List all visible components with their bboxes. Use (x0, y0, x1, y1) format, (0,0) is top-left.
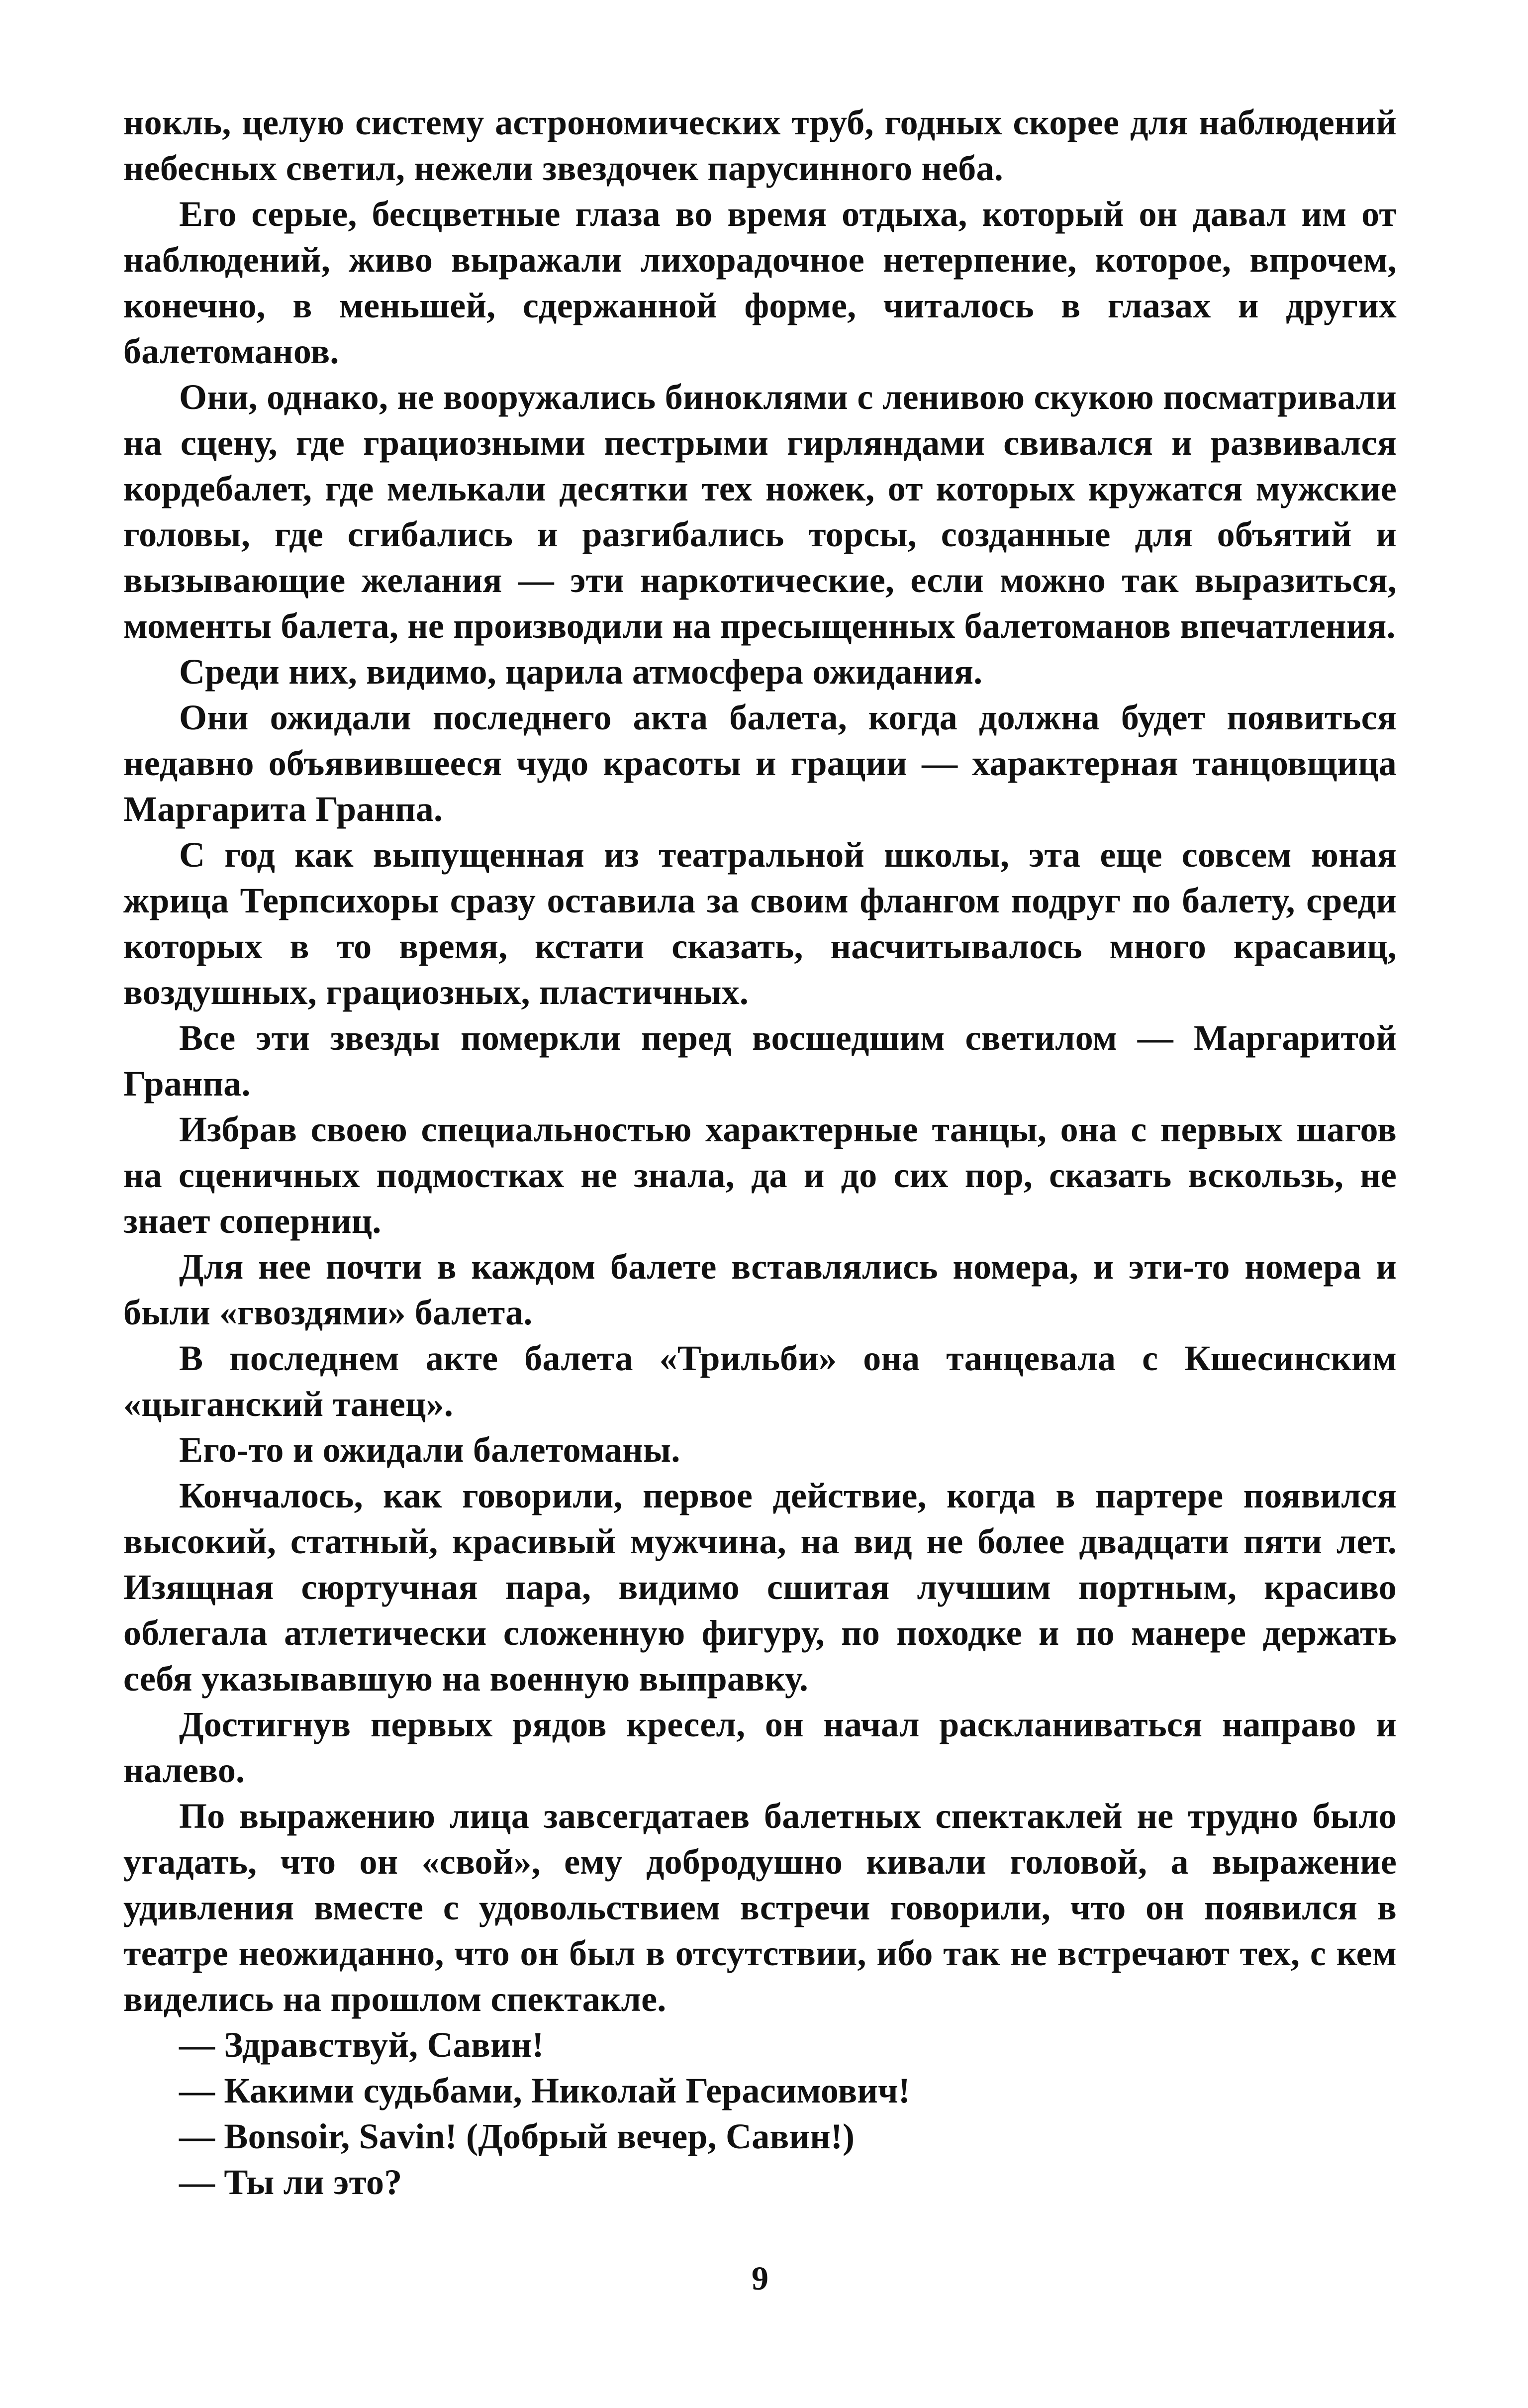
dialogue-line: — Здравствуй, Савин! (179, 2025, 544, 2065)
paragraph: Кончалось, как говорили, первое действие, когда в партере появился высокий, статный, красивый мужчина, на вид не более двадцати пяти лет. Изящная сюртучная пара, видимо сшитая лучшим портным, красиво облегала атлетически сложенную фигуру, по походке и по манере держать себя указывавшую на военную выправку. (123, 1476, 1397, 1699)
paragraph: Его-то и ожидали балетоманы. (179, 1430, 680, 1470)
body-text (123, 100, 1397, 2205)
dialogue-line: — Какими судьбами, Николай Герасимович! (179, 2071, 911, 2110)
paragraph: Они ожидали последнего акта балета, когда должна будет появиться недавно объявившееся чудо красоты и грации — характерная танцовщица Маргарита Гранпа. (123, 698, 1397, 829)
paragraph-continuation: нокль, целую систему астрономических труб, годных скорее для наблюдений небесных светил, нежели звездочек парусинного неба. (123, 102, 1397, 188)
paragraph: Они, однако, не вооружались биноклями с ленивою скукою посматривали на сцену, где грациозными пестрыми гирляндами свивался и развивался кордебалет, где мелькали десятки тех ножек, от которых кружатся мужские головы, где сгибались и разгибались торсы, созданные для объятий и вызывающие желания — эти наркотические, если можно так выразиться, моменты балета, не производили на пресыщенных балетоманов впечатления. (123, 377, 1397, 646)
book-page (123, 100, 1397, 2297)
paragraph: В последнем акте балета «Трильби» она танцевала с Кшесинским «цыганский танец». (123, 1338, 1397, 1424)
dialogue-line: — Ты ли это? (179, 2162, 402, 2202)
page-number: 9 (752, 2259, 768, 2297)
paragraph: Избрав своею специальностью характерные танцы, она с первых шагов на сценичных подмостках не знала, да и до сих пор, сказать вскользь, не знает соперниц. (123, 1109, 1397, 1241)
paragraph: Его серые, бесцветные глаза во время отдыха, который он давал им от наблюдений, живо выражали лихорадочное нетерпение, которое, впрочем, конечно, в меньшей, сдержанной форме, читалось в глазах и других балетоманов. (123, 194, 1397, 371)
paragraph: Достигнув первых рядов кресел, он начал раскланиваться направо и налево. (123, 1705, 1397, 1790)
paragraph: С год как выпущенная из театральной школы, эта еще совсем юная жрица Терпсихоры сразу оставила за своим флангом подруг по балету, среди которых в то время, кстати сказать, насчитывалось много красавиц, воздушных, грациозных, пластичных. (123, 835, 1397, 1012)
paragraph: Все эти звезды померкли перед восшедшим светилом — Маргаритой Гранпа. (123, 1018, 1397, 1104)
paragraph: Для нее почти в каждом балете вставлялись номера, и эти-то номера и были «гвоздями» балета. (123, 1247, 1397, 1332)
paragraph: По выражению лица завсегдатаев балетных спектаклей не трудно было угадать, что он «свой», ему добродушно кивали головой, а выражение удивления вместе с удовольствием встречи говорили, что он появился в театре неожиданно, что он был в отсутствии, ибо так не встречают тех, с кем виделись на прошлом спектакле. (123, 1796, 1397, 2019)
paragraph: Среди них, видимо, царила атмосфера ожидания. (179, 652, 983, 692)
dialogue-line: — Bonsoir, Savin! (Добрый вечер, Савин!) (179, 2116, 855, 2156)
